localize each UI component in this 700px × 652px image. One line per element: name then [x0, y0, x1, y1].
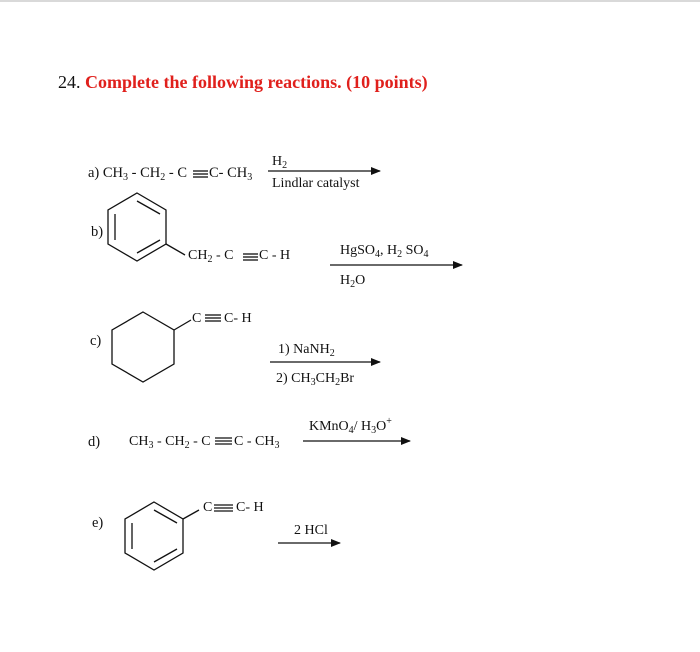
- reaction-c-c: C: [192, 311, 202, 326]
- triple-bond-e: [214, 505, 233, 511]
- reaction-b-substituent-end: C - H: [259, 248, 291, 263]
- question-title: Complete the following reactions. (10 points): [85, 72, 428, 92]
- reagent-b-top: HgSO$_4$, $H_2$ $SO_4$: [340, 243, 429, 260]
- reagent-e: 2 HCl: [294, 523, 328, 538]
- a-ch3: $CH_3$: [102, 165, 129, 183]
- reaction-a-reactant-end: C- $CH_3$: [209, 165, 253, 183]
- benzene-ring-b: [108, 193, 185, 261]
- reaction-d-reactant-end: C - $CH_3$: [234, 434, 280, 451]
- triple-bond-a: [193, 171, 208, 177]
- triple-bond-d: [215, 438, 232, 444]
- reagent-a-top: $H_2$: [272, 154, 288, 171]
- a-ch2: - $CH_2$: [128, 165, 166, 183]
- label-b: b): [91, 224, 104, 240]
- question-number: 24.: [58, 72, 81, 92]
- triple-bond-c: [205, 315, 221, 321]
- a-c: - C: [165, 165, 188, 181]
- cyclohexane-ring-c: [112, 312, 191, 382]
- label-d: d): [88, 434, 101, 450]
- reagent-a-bottom: Lindlar catalyst: [272, 176, 360, 191]
- reaction-b-substituent: $CH_2$ - C: [188, 248, 234, 265]
- label-a: a): [88, 165, 100, 181]
- reaction-e-ch: C- H: [236, 500, 264, 515]
- reagent-c-top: 1) NaNH$_2$: [278, 342, 335, 359]
- reaction-e-c: C: [203, 500, 213, 515]
- reagent-b-bottom: $H_2O$: [340, 273, 366, 290]
- reaction-a-reactant: [88, 165, 187, 182]
- label-e: e): [92, 515, 104, 531]
- label-c: c): [90, 333, 102, 349]
- benzene-ring-e: [125, 502, 199, 570]
- reaction-c-ch: C- H: [224, 311, 252, 326]
- triple-bond-b: [243, 254, 258, 260]
- reagent-c-bottom: 2) $CH_3CH_2Br$: [276, 371, 355, 388]
- reagent-d: KMnO$_4$/ $H_3O^+$: [309, 416, 392, 436]
- reaction-d-reactant: $CH_3 - CH_2$ - C: [129, 434, 211, 451]
